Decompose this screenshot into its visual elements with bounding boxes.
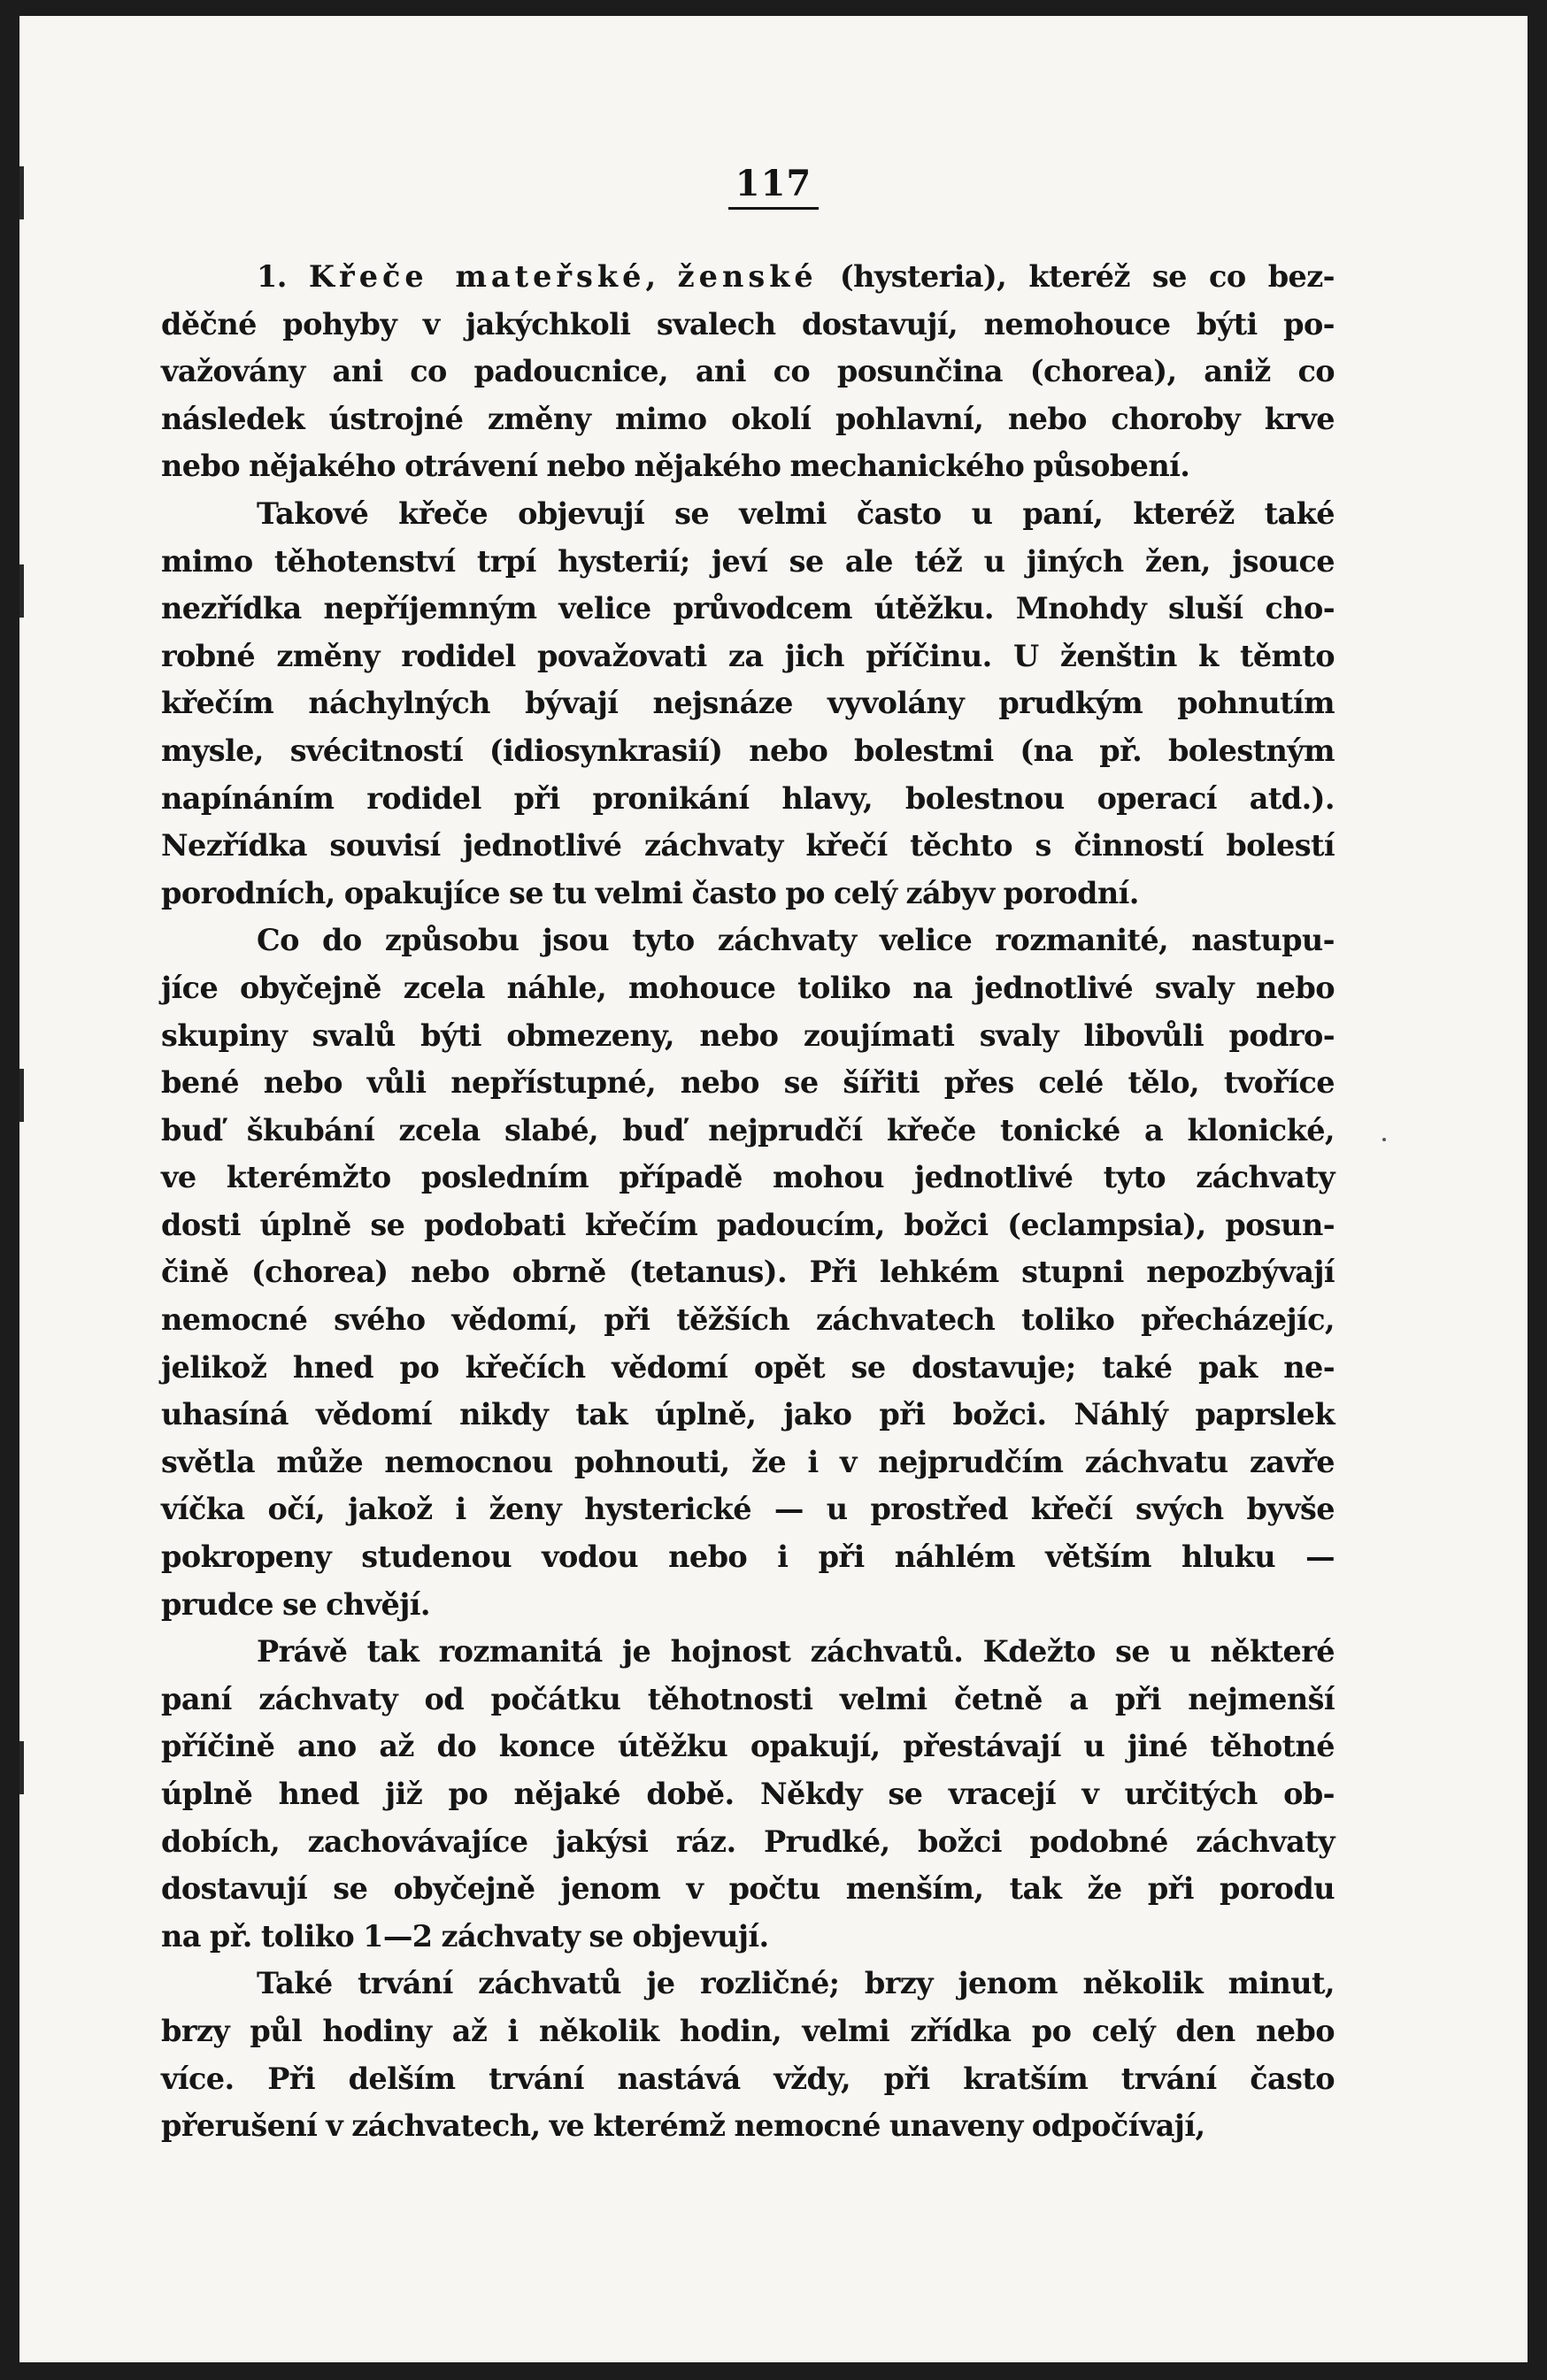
paragraph <box>161 1960 1335 2149</box>
book-page <box>19 16 1528 2362</box>
binding-mark <box>19 1741 24 1794</box>
binding-mark <box>19 1069 24 1122</box>
line-segment: , <box>645 259 678 294</box>
text-line: porodních, opakujíce se tu velmi často po celý zábyv porodní. <box>161 875 1139 910</box>
text-line: jíce obyčejně zcela náhle, mohouce toliko na jednotlivé svaly nebo <box>161 970 1335 1005</box>
text-line: Takové křeče objevují se velmi často u paní, kteréž také <box>257 495 1335 531</box>
text-line: važovány ani co padoucnice, ani co posunčina (chorea), aniž co <box>161 354 1335 389</box>
text-line: Také trvání záchvatů je rozličné; brzy jenom několik minut, <box>257 1966 1335 2001</box>
text-line: mysle, svécitností (idiosynkrasií) nebo bolestmi (na př. bolestným <box>161 733 1335 768</box>
text-line <box>161 253 1335 301</box>
text-line: Právě tak rozmanitá je hojnost záchvatů. Kdežto se u některé <box>257 1634 1335 1670</box>
paragraph <box>161 253 1335 490</box>
text-line: robné změny rodidel považovati za jich příčinu. U ženštin k těmto <box>161 638 1335 673</box>
text-line: brzy půl hodiny až i několik hodin, velmi zřídka po celý den nebo <box>161 2013 1335 2048</box>
text-line: přerušení v záchvatech, ve kterémž nemocné unaveny odpočívají, <box>161 2108 1205 2144</box>
paragraph <box>161 490 1335 917</box>
page-header <box>19 165 1528 210</box>
text-line: Co do způsobu jsou tyto záchvaty velice rozmanité, nastupu- <box>257 923 1335 958</box>
paragraph <box>161 1628 1335 1960</box>
text-line: jelikož hned po křečích vědomí opět se dostavuje; také pak ne- <box>161 1349 1335 1385</box>
body-text <box>161 253 1335 2150</box>
text-line: bené nebo vůli nepřístupné, nebo se šířiti přes celé tělo, tvoříce <box>161 1065 1335 1101</box>
text-line: buď škubání zcela slabé, buď nejprudčí křeče tonické a klonické, <box>161 1112 1335 1148</box>
text-line: nebo nějakého otrávení nebo nějakého mechanického působení. <box>161 449 1190 484</box>
paragraph <box>161 917 1335 1628</box>
text-line: víčka očí, jakož i ženy hysterické — u prostřed křečí svých byvše <box>161 1492 1335 1527</box>
text-line: skupiny svalů býti obmezeny, nebo zoujímati svaly libovůli podro- <box>161 1017 1335 1053</box>
text-line: dobích, zachovávajíce jakýsi ráz. Prudké, božci podobné záchvaty <box>161 1823 1335 1859</box>
text-line: nemocné svého vědomí, při těžších záchvatech toliko přecházejíc, <box>161 1302 1335 1338</box>
text-line: dostavují se obyčejně jenom v počtu menším, tak že při porodu <box>161 1871 1335 1907</box>
page-number: 117 <box>728 165 820 210</box>
binding-mark <box>19 564 24 618</box>
text-line: nezřídka nepříjemným velice průvodcem útěžku. Mnohdy sluší cho- <box>161 591 1335 626</box>
text-line: mimo těhotenství trpí hysterií; jeví se ale též u jiných žen, jsouce <box>161 543 1335 579</box>
line-segment: 1. <box>257 259 309 294</box>
text-line: dosti úplně se podobati křečím padoucím, božci (eclampsia), posun- <box>161 1207 1335 1242</box>
text-line: pokropeny studenou vodou nebo i při náhlém větším hluku — <box>161 1539 1335 1575</box>
print-speck <box>1382 1138 1386 1141</box>
text-line: paní záchvaty od počátku těhotnosti velmi četně a při nejmenší <box>161 1681 1335 1716</box>
text-line: Nezřídka souvisí jednotlivé záchvaty křečí těchto s činností bolestí <box>161 828 1335 864</box>
text-line: uhasíná vědomí nikdy tak úplně, jako při božci. Náhlý paprslek <box>161 1397 1335 1432</box>
line-segment: Křeče mateřské <box>308 259 646 294</box>
text-line: napínáním rodidel při pronikání hlavy, bolestnou operací atd.). <box>161 780 1335 816</box>
text-line: následek ústrojné změny mimo okolí pohlavní, nebo choroby krve <box>161 401 1335 436</box>
text-line: ve kterémžto posledním případě mohou jednotlivé tyto záchvaty <box>161 1160 1335 1195</box>
text-line: na př. toliko 1—2 záchvaty se objevují. <box>161 1918 769 1954</box>
line-segment: ženské <box>677 259 818 294</box>
text-line: prudce se chvějí. <box>161 1586 430 1622</box>
text-line: křečím náchylných bývají nejsnáze vyvolány prudkým pohnutím <box>161 686 1335 721</box>
text-line: více. Při delším trvání nastává vždy, při kratším trvání často <box>161 2061 1335 2096</box>
text-line: příčině ano až do konce útěžku opakují, přestávají u jiné těhotné <box>161 1729 1335 1764</box>
text-line: čině (chorea) nebo obrně (tetanus). Při lehkém stupni nepozbývají <box>161 1255 1335 1290</box>
line-segment: (hysteria), kteréž se co bez- <box>817 259 1335 294</box>
text-line: úplně hned již po nějaké době. Někdy se vracejí v určitých ob- <box>161 1777 1335 1811</box>
text-line: světla může nemocnou pohnouti, že i v nejprudčím záchvatu zavře <box>161 1444 1335 1479</box>
text-line: děčné pohyby v jakýchkoli svalech dostavují, nemohouce býti po- <box>161 306 1335 342</box>
